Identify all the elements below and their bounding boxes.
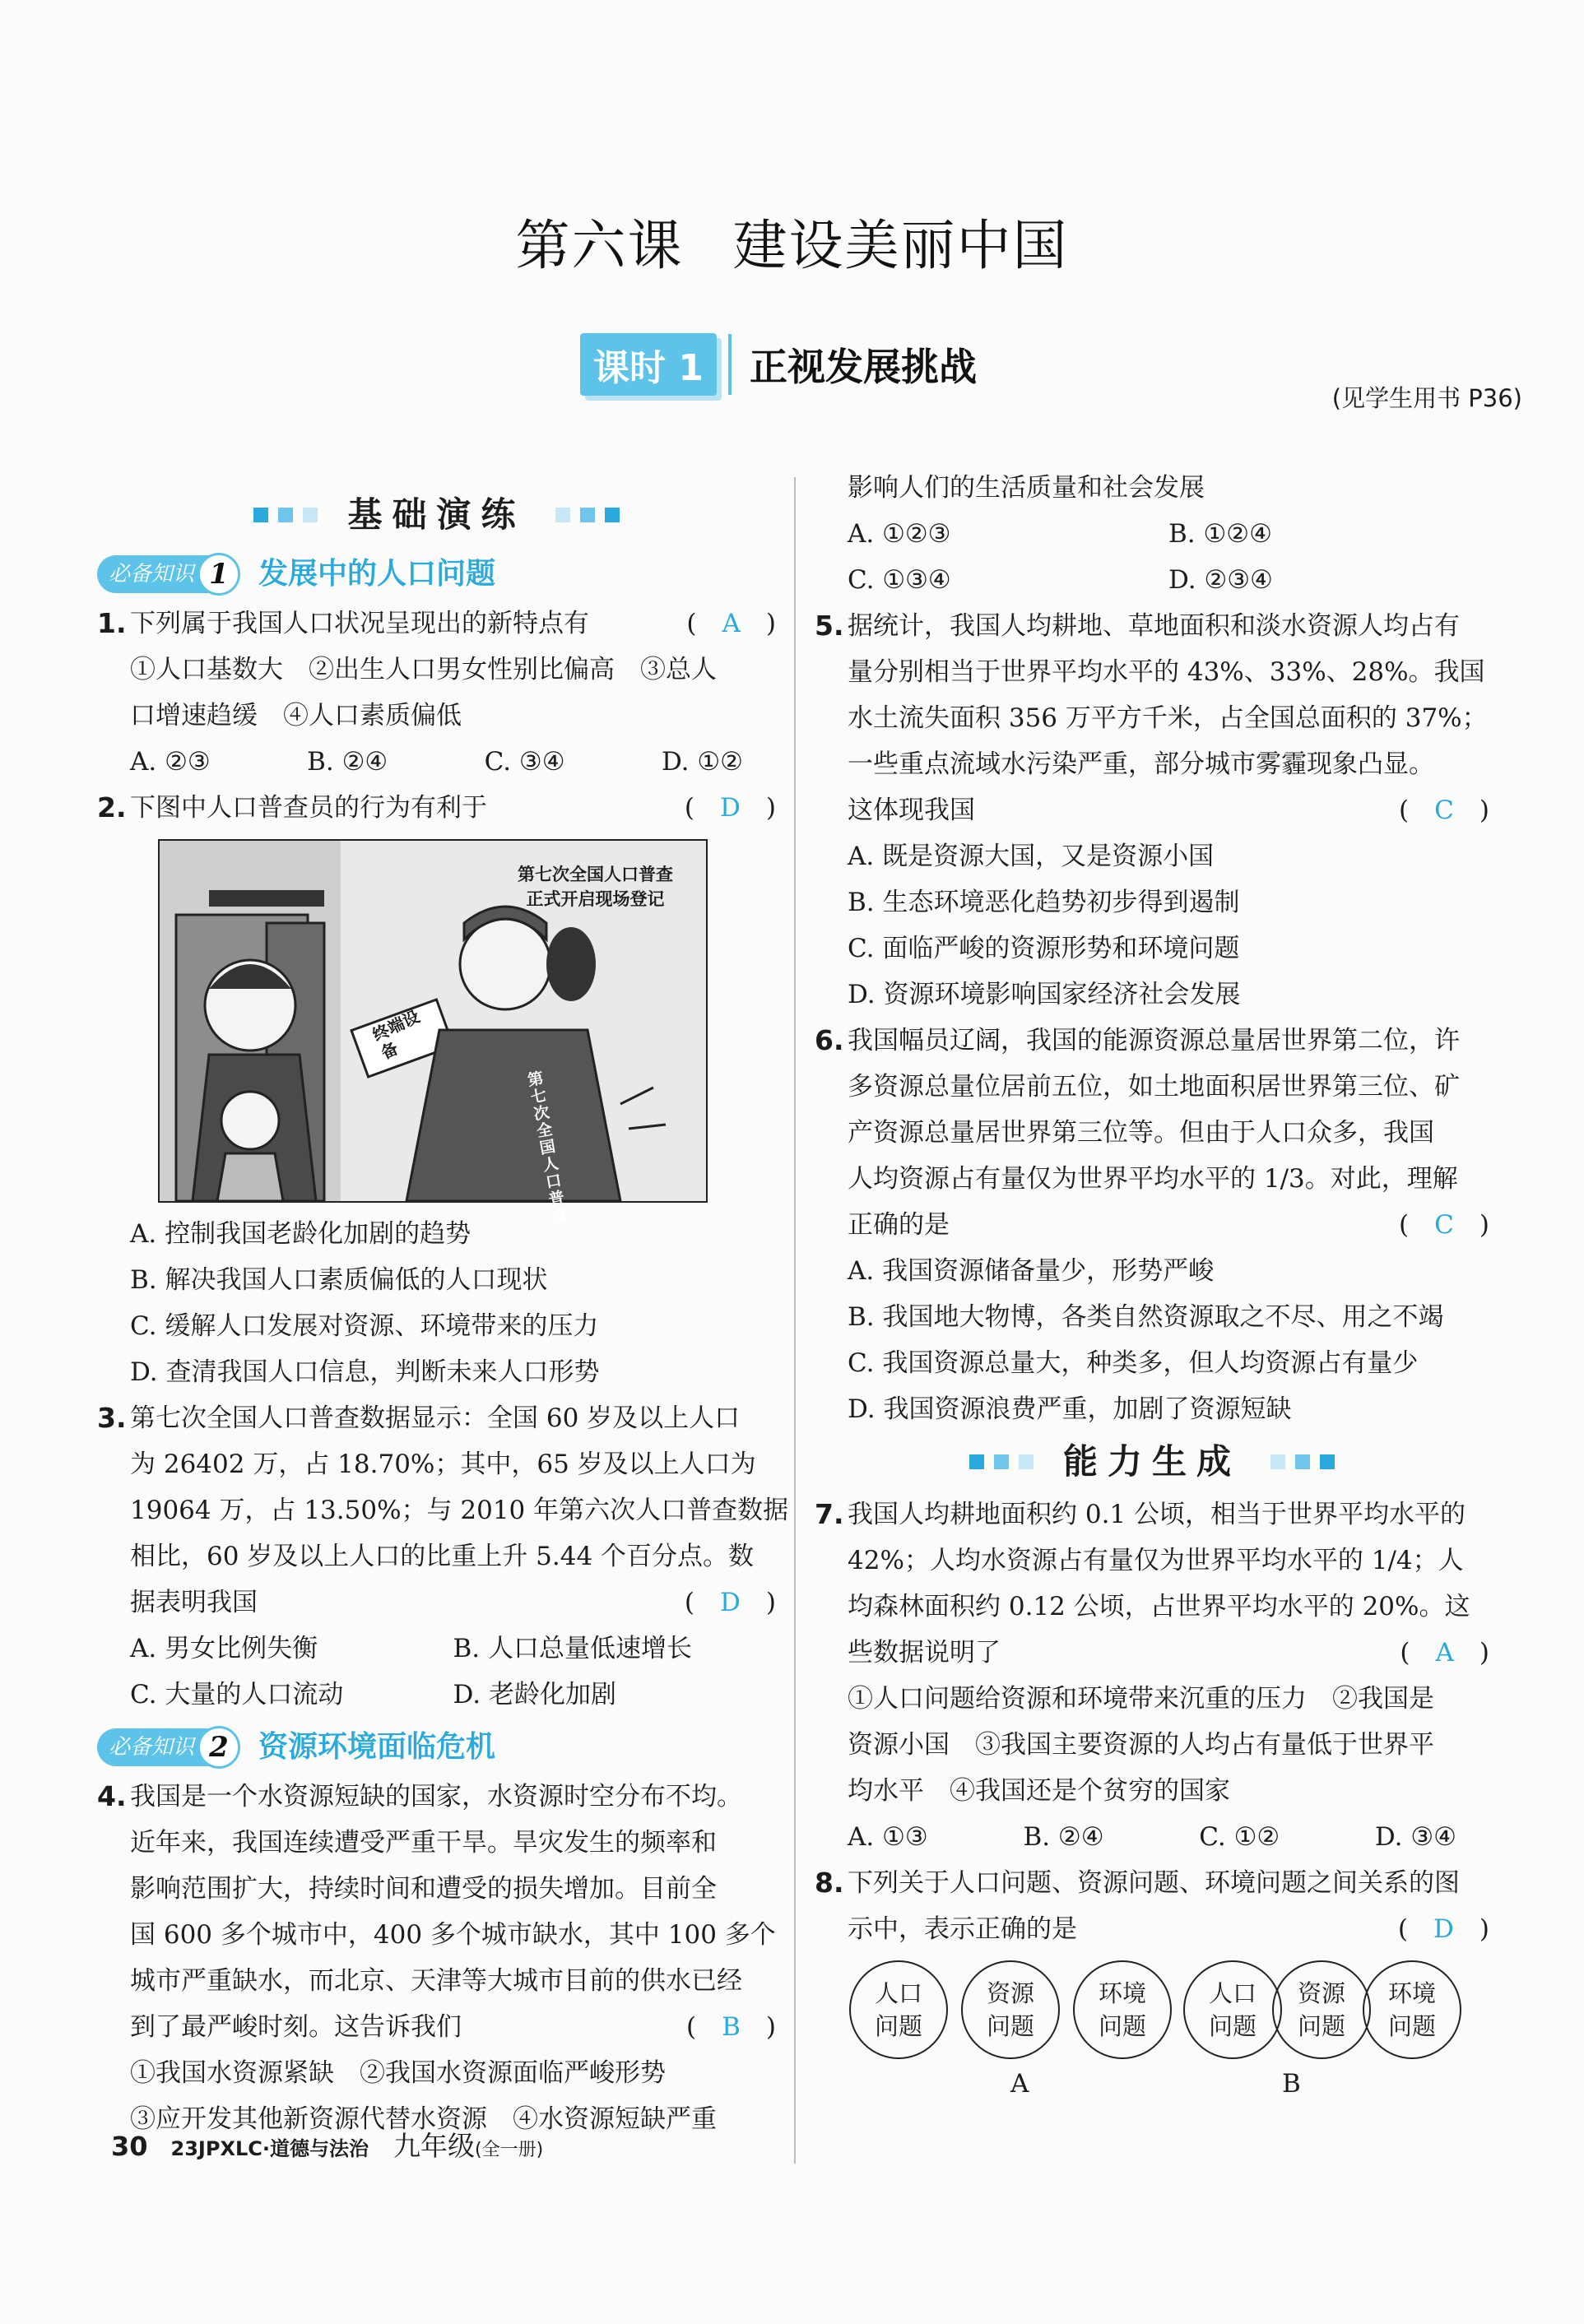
question-4-continued [815, 465, 1489, 603]
option-c: C. 面临严峻的资源形势和环境问题 [848, 934, 1240, 963]
census-illustration [158, 839, 708, 1227]
question-text-line [130, 1579, 776, 1626]
figure-caption-line: 正式开启现场登记 [526, 889, 665, 909]
square-icon [580, 508, 595, 522]
answer-bracket: ( B ) [686, 2012, 776, 2042]
question-text-line: 人均资源占有量仅为世界平均水平的 1/3。对此，理解 [848, 1164, 1458, 1194]
question-stem: 下列属于我国人口状况呈现出的新特点有 [130, 609, 589, 638]
question-text-line: 我国人均耕地面积约 0.1 公顷，相当于世界平均水平的 [848, 1500, 1466, 1529]
option-b: B. 人口总量低速增长 [453, 1634, 692, 1663]
question-text-line: 国 600 多个城市中，400 多个城市缺水，其中 100 多个 [130, 1920, 776, 1950]
question-text-line [848, 1202, 1489, 1248]
right-column [815, 465, 1489, 2099]
square-icon [605, 508, 620, 522]
option-b: B. 解决我国人口素质偏低的人口现状 [130, 1265, 548, 1295]
knowledge-header-2 [97, 1721, 776, 1774]
option-c: C. ③④ [484, 747, 565, 777]
question-text-line: 为 26402 万，占 18.70%；其中，65 岁及以上人口为 [130, 1450, 756, 1479]
answer-letter: B [722, 2012, 741, 2042]
option-d: D. ②③④ [1168, 565, 1273, 595]
question-number: 4. [97, 1780, 127, 1812]
section-basic-label: 基础演练 [347, 494, 526, 535]
grade-text: 九年级 [393, 2130, 475, 2162]
question-stem-end: 些数据说明了 [848, 1638, 1001, 1668]
question-8 [815, 1860, 1489, 1952]
statement-line: 资源小国 ③我国主要资源的人均占有量低于世界平 [848, 1730, 1434, 1760]
relation-diagrams [815, 1960, 1489, 2099]
question-text-line: 影响范围扩大，持续时间和遭受的损失增加。目前全 [130, 1874, 717, 1904]
statement-line: 均水平 ④我国还是个贫穷的国家 [848, 1776, 1230, 1806]
knowledge-number: 1 [197, 553, 240, 596]
circle-label: 问题 [1208, 2012, 1257, 2040]
question-number: 5. [815, 610, 844, 642]
question-7 [815, 1491, 1489, 1860]
question-number: 8. [815, 1867, 844, 1899]
question-stem-end: 这体现我国 [848, 796, 975, 825]
option-c: C. 大量的人口流动 [130, 1680, 344, 1709]
square-icon [1270, 1454, 1285, 1469]
circle-label: 人口 [874, 1979, 922, 2007]
statement-line: ③应开发其他新资源代替水资源 ④水资源短缺严重 [130, 2104, 717, 2134]
section-ability [815, 1432, 1489, 1491]
question-text-line: 水土流失面积 356 万平方千米，占全国总面积的 37%； [848, 703, 1488, 733]
circle-label: 问题 [1387, 2012, 1436, 2040]
page-footer [111, 2125, 543, 2164]
square-icon [1320, 1454, 1335, 1469]
question-text-line: 量分别相当于世界平均水平的 43%、33%、28%。我国 [848, 657, 1485, 687]
square-icon [278, 508, 293, 522]
question-2 [97, 785, 776, 831]
option-d: D. 我国资源浪费严重，加剧了资源短缺 [848, 1394, 1292, 1424]
circle-label: 环境 [1098, 1979, 1146, 2007]
circle-population-a [849, 1960, 948, 2059]
answer-bracket: ( A ) [686, 609, 776, 638]
figure-device-label: 终端设备 [369, 1006, 423, 1064]
question-text-line: 我国幅员辽阔，我国的能源资源总量居世界第二位，许 [848, 1026, 1460, 1055]
question-number: 6. [815, 1024, 844, 1056]
question-number: 2. [97, 791, 127, 823]
circle-label: 问题 [874, 2012, 922, 2040]
option-d: D. 资源环境影响国家经济社会发展 [848, 980, 1241, 1009]
option-d: D. 查清我国人口信息，判断未来人口形势 [130, 1357, 600, 1387]
lesson-name: 正视发展挑战 [749, 345, 977, 389]
question-text-line: 据统计，我国人均耕地、草地面积和淡水资源人均占有 [848, 611, 1460, 641]
question-6 [815, 1018, 1489, 1432]
circle-label: 资源 [1297, 1979, 1345, 2007]
knowledge-number: 2 [197, 1726, 240, 1769]
question-number: 7. [815, 1498, 844, 1530]
question-1 [97, 601, 776, 785]
title-lesson-name: 建设美丽中国 [732, 214, 1069, 277]
page-title [0, 202, 1584, 280]
square-icon [253, 508, 268, 522]
answer-letter: D [720, 1588, 741, 1617]
options-row [130, 1672, 776, 1718]
circle-label: 资源 [986, 1979, 1034, 2007]
answer-bracket: ( C ) [1399, 796, 1489, 825]
book-code: 23JPXLC·道德与法治 [170, 2137, 369, 2160]
column-divider [794, 477, 796, 2164]
question-text-line: ①人口基数大 ②出生人口男女性别比偏高 ③总人 [130, 655, 717, 684]
option-c: C. ①③④ [848, 565, 951, 595]
answer-bracket: ( D ) [1397, 1914, 1489, 1944]
knowledge-badge: 必备知识 [97, 1728, 209, 1766]
option-a: A. 既是资源大国，又是资源小国 [848, 842, 1215, 871]
question-4 [97, 1774, 776, 2142]
lesson-divider [728, 334, 732, 395]
option-c: C. 缓解人口发展对资源、环境带来的压力 [130, 1311, 599, 1341]
square-icon [555, 508, 570, 522]
question-text-line: 19064 万，占 13.50%；与 2010 年第六次人口普查数据 [130, 1496, 789, 1525]
lesson-header [580, 327, 977, 401]
answer-letter: A [722, 609, 741, 638]
circle-label: 问题 [1297, 2012, 1345, 2040]
question-number: 1. [97, 607, 127, 639]
circle-label: 环境 [1387, 1979, 1436, 2007]
circle-population-b [1183, 1960, 1282, 2059]
square-icon [1019, 1454, 1034, 1469]
statement-line: ①我国水资源紧缺 ②我国水资源面临严峻形势 [130, 2058, 666, 2088]
option-a: A. ①③ [848, 1822, 928, 1852]
question-text-line: 我国是一个水资源短缺的国家，水资源时空分布不均。 [130, 1782, 742, 1811]
option-a: A. ②③ [130, 747, 211, 777]
circle-label: 问题 [986, 2012, 1034, 2040]
answer-bracket: ( D ) [684, 1588, 776, 1617]
circle-resource-b [1272, 1960, 1371, 2059]
option-d: D. 老龄化加剧 [453, 1680, 616, 1709]
figure-caption [518, 862, 673, 912]
circle-environment-a [1073, 1960, 1172, 2059]
options-row [848, 557, 1489, 603]
knowledge-header-1 [97, 548, 776, 601]
options-row [130, 739, 776, 785]
option-c: C. ①② [1199, 1822, 1280, 1852]
question-text-line: 近年来，我国连续遭受严重干旱。旱灾发生的频率和 [130, 1828, 717, 1858]
option-b: B. ①②④ [1168, 519, 1272, 549]
circle-resource-a [961, 1960, 1060, 2059]
question-text-line: 城市严重缺水，而北京、天津等大城市目前的供水已经 [130, 1966, 742, 1996]
options-row [848, 1814, 1489, 1860]
option-a: A. ①②③ [848, 519, 951, 549]
answer-letter: C [1434, 1210, 1454, 1240]
question-text-line [848, 1906, 1489, 1952]
option-a: A. 男女比例失衡 [130, 1634, 318, 1663]
question-text-line: 均森林面积约 0.12 公顷，占世界平均水平的 20%。这 [848, 1592, 1470, 1621]
circle-environment-b [1363, 1960, 1461, 2059]
question-stem-end: 正确的是 [848, 1210, 950, 1240]
circle-label: 问题 [1098, 2012, 1146, 2040]
diagram-label-a: A [1010, 2069, 1029, 2099]
option-b: B. ②④ [1023, 1822, 1104, 1852]
figure-vest-label: 第七次全国人口普查 [526, 1069, 569, 1227]
title-lesson-number: 第六课 [515, 214, 684, 277]
answer-bracket: ( A ) [1400, 1638, 1489, 1668]
section-ability-label: 能力生成 [1062, 1441, 1241, 1482]
question-text-line [130, 2004, 776, 2050]
option-d: D. ③④ [1374, 1822, 1456, 1852]
option-b: B. ②④ [307, 747, 388, 777]
answer-letter: A [1435, 1638, 1454, 1668]
student-book-reference: (见学生用书 P36) [1331, 384, 1522, 412]
square-icon [1295, 1454, 1310, 1469]
question-text-line: 口增速趋缓 ④人口素质偏低 [130, 701, 462, 731]
question-text-line: 多资源总量位居前五位，如土地面积居世界第三位、矿 [848, 1072, 1460, 1102]
section-basic [97, 485, 776, 545]
question-text-line: 产资源总量居世界第三位等。但由于人口众多，我国 [848, 1118, 1434, 1148]
figure-caption-line: 第七次全国人口普查 [518, 865, 673, 884]
options-row [848, 511, 1489, 557]
statement-line: 影响人们的生活质量和社会发展 [848, 473, 1205, 503]
question-text-line: 下列关于人口问题、资源问题、环境问题之间关系的图 [848, 1868, 1460, 1898]
left-column [97, 485, 789, 2142]
option-c: C. 我国资源总量大，种类多，但人均资源占有量少 [848, 1348, 1419, 1378]
knowledge-title: 发展中的人口问题 [258, 557, 496, 591]
square-icon [303, 508, 318, 522]
knowledge-badge: 必备知识 [97, 555, 209, 593]
page-number: 30 [111, 2131, 148, 2162]
answer-letter: C [1434, 796, 1454, 825]
option-b: B. 我国地大物博，各类自然资源取之不尽、用之不竭 [848, 1302, 1444, 1332]
question-stem: 下图中人口普查员的行为有利于 [130, 793, 487, 823]
option-a: A. 我国资源储备量少，形势严峻 [848, 1256, 1215, 1286]
square-icon [994, 1454, 1009, 1469]
question-5 [815, 603, 1489, 1018]
circle-label: 人口 [1208, 1979, 1257, 2007]
statement-line: ①人口问题给资源和环境带来沉重的压力 ②我国是 [848, 1684, 1434, 1714]
question-text-line: 42%；人均水资源占有量仅为世界平均水平的 1/4；人 [848, 1546, 1464, 1575]
question-3 [97, 1395, 789, 1718]
question-text-line [848, 787, 1489, 833]
question-text-line [848, 1630, 1489, 1676]
option-a: A. 控制我国老龄化加剧的趋势 [130, 1219, 471, 1249]
grade-label [393, 2125, 543, 2164]
answer-letter: D [720, 793, 741, 823]
diagram-label-b: B [1282, 2069, 1301, 2099]
question-stem-end: 示中，表示正确的是 [848, 1914, 1077, 1944]
answer-bracket: ( D ) [684, 793, 776, 823]
knowledge-title: 资源环境面临危机 [258, 1730, 496, 1764]
options-row [130, 1626, 776, 1672]
question-text-line: 第七次全国人口普查数据显示：全国 60 岁及以上人口 [130, 1403, 741, 1433]
lesson-badge: 课时 1 [580, 333, 717, 396]
volume-text: (全一册) [474, 2140, 544, 2160]
question-text-line: 相比，60 岁及以上人口的比重上升 5.44 个百分点。数 [130, 1542, 755, 1571]
question-text-line: 一些重点流域水污染严重，部分城市雾霾现象凸显。 [848, 749, 1434, 779]
answer-letter: D [1433, 1914, 1454, 1944]
option-b: B. 生态环境恶化趋势初步得到遏制 [848, 888, 1240, 917]
question-2-options [97, 1211, 776, 1395]
square-icon [969, 1454, 984, 1469]
question-stem-end: 据表明我国 [130, 1588, 258, 1617]
question-number: 3. [97, 1402, 127, 1434]
option-d: D. ①② [661, 747, 743, 777]
answer-bracket: ( C ) [1399, 1210, 1489, 1240]
question-stem-end: 到了最严峻时刻。这告诉我们 [130, 2012, 462, 2042]
